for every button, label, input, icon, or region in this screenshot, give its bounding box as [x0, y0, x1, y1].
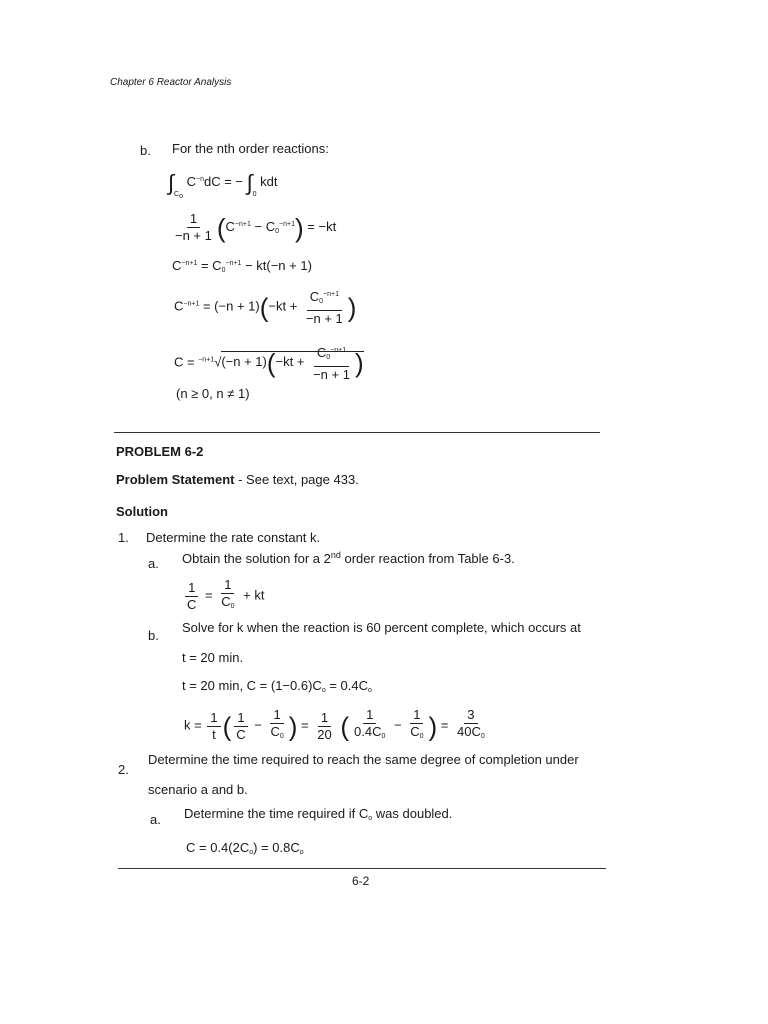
equation-integrated: $\frac{1}{-n + 1}$ $(C^{-n+1} - C_0^{-n+1}) = -kt$ [175, 211, 337, 243]
step1a-marker: a. [148, 556, 159, 571]
step1a-text-pre: Obtain the solution for a 2 [182, 551, 331, 566]
equation-second-order: $\frac{1}{C}$ = $\frac{1}{C_0}$ + kt [187, 577, 265, 612]
step2a-text-pre: Determine the time required if C [184, 806, 369, 821]
step1a-text-post: order reaction from Table 6-3. [340, 551, 515, 566]
step1-number: 1. [118, 530, 129, 545]
equation-conversion-tail: = 0.4C [325, 678, 369, 693]
step1b-text-line2: t = 20 min. [182, 650, 244, 665]
equation-rearranged: $C^{-n+1} = C_0^{-n+1} - kt(-n + 1)$ [172, 258, 312, 274]
step1b-text-line1: Solve for k when the reaction is 60 percent complete, which occurs at [182, 620, 581, 635]
equation-conditions: (n ≥ 0, n ≠ 1) [176, 386, 250, 401]
problem-statement-label: Problem Statement [116, 472, 235, 487]
equation-integral: $\int_{C_o}$ $C^{-n}dC$ = − $\int_0$ kdt [168, 170, 278, 200]
equation-conversion: t = 20 min, $C = (1-0.6)C_o = 0.4C_o$ [182, 678, 372, 694]
step1a-text [182, 550, 515, 566]
equation-solved-power: $C^{-n+1} = (-n + 1)(-kt$ + $\frac{C_0^{-n+1}}{-n + 1}$ ) [174, 289, 357, 326]
step2a-text-post: was doubled. [372, 806, 453, 821]
section-b-intro: For the nth order reactions: [172, 141, 329, 156]
chapter-header: Chapter 6 Reactor Analysis [110, 77, 232, 88]
equation-doubled-head: C = 0.4(2C [186, 840, 250, 855]
equation-rate-constant: k = $\frac{1}{t}$ ( $\frac{1}{C}$ − $\frac{1}{C_0}$ ) = $\frac{1}{20}$ ( $\frac{1}{0.4C_0}$ − $\frac{1}{C_0}$ ) = $\frac{3}{40C_0}$ [184, 707, 485, 742]
equation-doubled: $C = 0.4(2C_o) = 0.8C_o$ [186, 840, 304, 856]
section-b-marker: b. [140, 143, 151, 158]
section-divider [114, 432, 600, 433]
step1b-marker: b. [148, 628, 159, 643]
solution-heading: Solution [116, 504, 168, 519]
problem-statement [116, 472, 359, 487]
step2-text-line2: scenario a and b. [148, 782, 248, 797]
step1a-text-sup: nd [330, 550, 341, 560]
problem-title: PROBLEM 6-2 [116, 444, 204, 459]
step2a-text: Determine the time required if $C_o$ was doubled. [184, 806, 453, 822]
footer-divider [118, 868, 606, 869]
equation-conversion-head: t = 20 min, C = (1−0.6)C [182, 678, 322, 693]
equation-root: C = $^{-n+1}$√(−n + 1)(−kt + $\frac{C_0^{-n+1}}{-n + 1}$ ) [174, 345, 364, 382]
equation-doubled-tail: ) = 0.8C [253, 840, 300, 855]
step2a-marker: a. [150, 812, 161, 827]
step2-text-line1: Determine the time required to reach the same degree of completion under [148, 752, 579, 767]
problem-statement-text: - See text, page 433. [234, 472, 359, 487]
step2-number: 2. [118, 762, 129, 777]
page-number: 6-2 [352, 874, 370, 888]
step1-text: Determine the rate constant k. [146, 530, 321, 545]
